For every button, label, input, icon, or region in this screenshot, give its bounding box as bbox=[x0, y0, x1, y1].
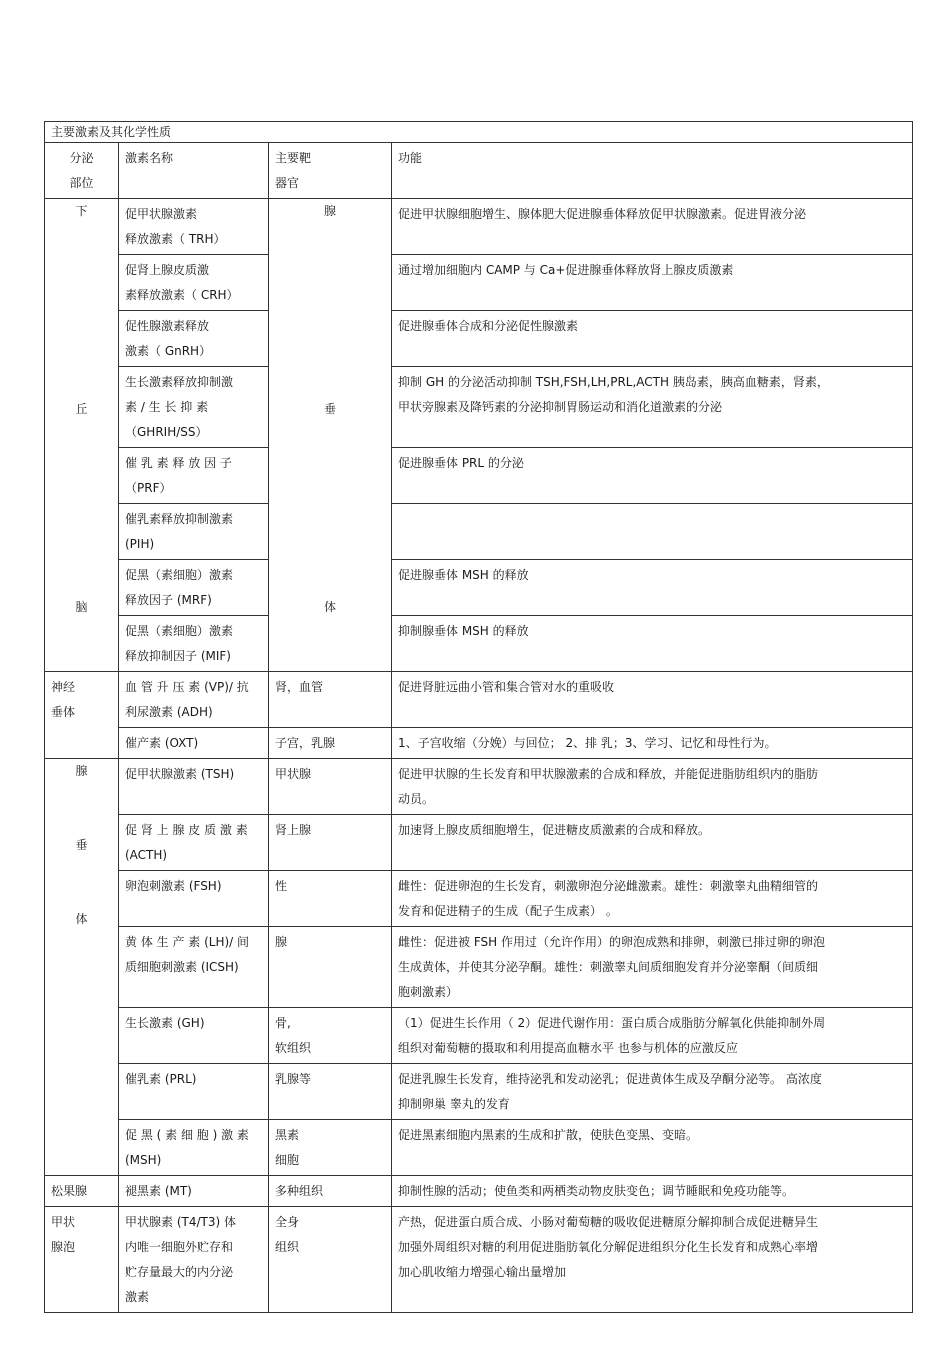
hormone-gh: 生长激素 (GH) bbox=[119, 1008, 269, 1064]
target-pituitary: 腺 垂 体 bbox=[269, 199, 392, 672]
hormone-ghrih: 生长激素释放抑制激 素 / 生 长 抑 素 （GHRIH/SS） bbox=[119, 367, 269, 448]
hormone-gnrh: 促性腺激素释放 激素（ GnRH） bbox=[119, 311, 269, 367]
hormone-tsh: 促甲状腺激素 (TSH) bbox=[119, 759, 269, 815]
organ-adenohypophysis: 腺 垂 体 bbox=[45, 759, 119, 1176]
table-row bbox=[45, 1176, 913, 1207]
header-target: 主要靶 器官 bbox=[269, 143, 392, 199]
function-gh: （1）促进生长作用（ 2）促进代谢作用：蛋白质合成脂肪分解氧化供能抑制外周 组织对葡萄糖的摄取和利用提高血糖水平 也参与机体的应激反应 bbox=[392, 1008, 913, 1064]
table-row bbox=[45, 560, 913, 616]
target-fsh: 性 bbox=[269, 871, 392, 927]
table-row bbox=[45, 672, 913, 728]
target-tsh: 甲状腺 bbox=[269, 759, 392, 815]
target-t4t3: 全身 组织 bbox=[269, 1207, 392, 1313]
target-oxt: 子宫，乳腺 bbox=[269, 728, 392, 759]
function-tsh: 促进甲状腺的生长发育和甲状腺激素的合成和释放，并能促进脂肪组织内的脂肪 动员。 bbox=[392, 759, 913, 815]
function-pih bbox=[392, 504, 913, 560]
header-function: 功能 bbox=[392, 143, 913, 199]
hormone-crh: 促肾上腺皮质激 素释放激素（ CRH） bbox=[119, 255, 269, 311]
table-row bbox=[45, 1064, 913, 1120]
table-row bbox=[45, 759, 913, 815]
hormone-lh: 黄 体 生 产 素 (LH)/ 间 质细胞刺激素 (ICSH) bbox=[119, 927, 269, 1008]
header-hormone: 激素名称 bbox=[119, 143, 269, 199]
organ-hypothalamus: 下 丘 脑 bbox=[45, 199, 119, 672]
hormone-trh: 促甲状腺激素 释放激素（ TRH） bbox=[119, 199, 269, 255]
title-row bbox=[45, 122, 913, 143]
header-row bbox=[45, 143, 913, 199]
hormone-mt: 褪黑素 (MT) bbox=[119, 1176, 269, 1207]
function-t4t3: 产热，促进蛋白质合成、小肠对葡萄糖的吸收促进糖原分解抑制合成促进糖异生 加强外周组织对糖的利用促进脂肪氧化分解促进组织分化生长发育和成熟心率增 加心肌收缩力增强心输出量增加 bbox=[392, 1207, 913, 1313]
table-title: 主要激素及其化学性质 bbox=[45, 122, 913, 143]
table-row bbox=[45, 871, 913, 927]
target-prl: 乳腺等 bbox=[269, 1064, 392, 1120]
target-mt: 多种组织 bbox=[269, 1176, 392, 1207]
function-msh: 促进黑素细胞内黑素的生成和扩散，使肤色变黑、变暗。 bbox=[392, 1120, 913, 1176]
function-prl: 促进乳腺生长发育，维持泌乳和发动泌乳；促进黄体生成及孕酮分泌等。 高浓度 抑制卵巢 睾丸的发育 bbox=[392, 1064, 913, 1120]
hormone-pih: 催乳素释放抑制激素 (PIH) bbox=[119, 504, 269, 560]
table-row bbox=[45, 448, 913, 504]
hormone-prf: 催 乳 素 释 放 因 子 （PRF） bbox=[119, 448, 269, 504]
target-acth: 肾上腺 bbox=[269, 815, 392, 871]
organ-neurohypophysis: 神经 垂体 bbox=[45, 672, 119, 759]
hormone-table bbox=[44, 121, 913, 1313]
table-row bbox=[45, 728, 913, 759]
function-crh: 通过增加细胞内 CAMP 与 Ca+促进腺垂体释放肾上腺皮质激素 bbox=[392, 255, 913, 311]
table-row bbox=[45, 311, 913, 367]
function-adh: 促进肾脏远曲小管和集合管对水的重吸收 bbox=[392, 672, 913, 728]
hormone-msh: 促 黑 ( 素 细 胞 ) 激 素 (MSH) bbox=[119, 1120, 269, 1176]
hormone-fsh: 卵泡刺激素 (FSH) bbox=[119, 871, 269, 927]
table-row bbox=[45, 504, 913, 560]
hormone-adh: 血 管 升 压 素 (VP)/ 抗 利尿激素 (ADH) bbox=[119, 672, 269, 728]
function-mif: 抑制腺垂体 MSH 的释放 bbox=[392, 616, 913, 672]
hormone-document bbox=[44, 121, 912, 1313]
hormone-mrf: 促黑（素细胞）激素 释放因子 (MRF) bbox=[119, 560, 269, 616]
hormone-mif: 促黑（素细胞）激素 释放抑制因子 (MIF) bbox=[119, 616, 269, 672]
function-ghrih: 抑制 GH 的分泌活动抑制 TSH,FSH,LH,PRL,ACTH 胰岛素，胰高血糖素，肾素， 甲状旁腺素及降钙素的分泌抑制胃肠运动和消化道激素的分泌 bbox=[392, 367, 913, 448]
target-adh: 肾，血管 bbox=[269, 672, 392, 728]
hormone-t4t3: 甲状腺素 (T4/T3) 体 内唯一细胞外贮存和 贮存量最大的内分泌 激素 bbox=[119, 1207, 269, 1313]
function-oxt: 1、子宫收缩（分娩）与回位； 2、排 乳；3、学习、记忆和母性行为。 bbox=[392, 728, 913, 759]
hormone-prl: 催乳素 (PRL) bbox=[119, 1064, 269, 1120]
table-row bbox=[45, 815, 913, 871]
table-row bbox=[45, 255, 913, 311]
organ-thyroid: 甲状 腺泡 bbox=[45, 1207, 119, 1313]
target-gh: 骨, 软组织 bbox=[269, 1008, 392, 1064]
function-mrf: 促进腺垂体 MSH 的释放 bbox=[392, 560, 913, 616]
target-lh: 腺 bbox=[269, 927, 392, 1008]
table-row bbox=[45, 199, 913, 255]
organ-pineal: 松果腺 bbox=[45, 1176, 119, 1207]
table-row bbox=[45, 927, 913, 1008]
function-prf: 促进腺垂体 PRL 的分泌 bbox=[392, 448, 913, 504]
table-row bbox=[45, 1120, 913, 1176]
function-acth: 加速肾上腺皮质细胞增生，促进糖皮质激素的合成和释放。 bbox=[392, 815, 913, 871]
table-row bbox=[45, 367, 913, 448]
function-trh: 促进甲状腺细胞增生、腺体肥大促进腺垂体释放促甲状腺激素。促进胃液分泌 bbox=[392, 199, 913, 255]
hormone-oxt: 催产素 (OXT) bbox=[119, 728, 269, 759]
function-gnrh: 促进腺垂体合成和分泌促性腺激素 bbox=[392, 311, 913, 367]
header-organ: 分泌 部位 bbox=[45, 143, 119, 199]
table-row bbox=[45, 1008, 913, 1064]
function-fsh: 雌性：促进卵泡的生长发育，刺激卵泡分泌雌激素。雄性：刺激睾丸曲精细管的 发育和促进精子的生成（配子生成素） 。 bbox=[392, 871, 913, 927]
table-row bbox=[45, 1207, 913, 1313]
function-mt: 抑制性腺的活动；使鱼类和两栖类动物皮肤变色；调节睡眠和免疫功能等。 bbox=[392, 1176, 913, 1207]
target-msh: 黑素 细胞 bbox=[269, 1120, 392, 1176]
table-row bbox=[45, 616, 913, 672]
hormone-acth: 促 肾 上 腺 皮 质 激 素 (ACTH) bbox=[119, 815, 269, 871]
function-lh: 雌性：促进被 FSH 作用过（允许作用）的卵泡成熟和排卵，刺激已排过卵的卵泡 生成黄体，并使其分泌孕酮。雄性：刺激睾丸间质细胞发育并分泌睾酮（间质细 胞刺激素） bbox=[392, 927, 913, 1008]
